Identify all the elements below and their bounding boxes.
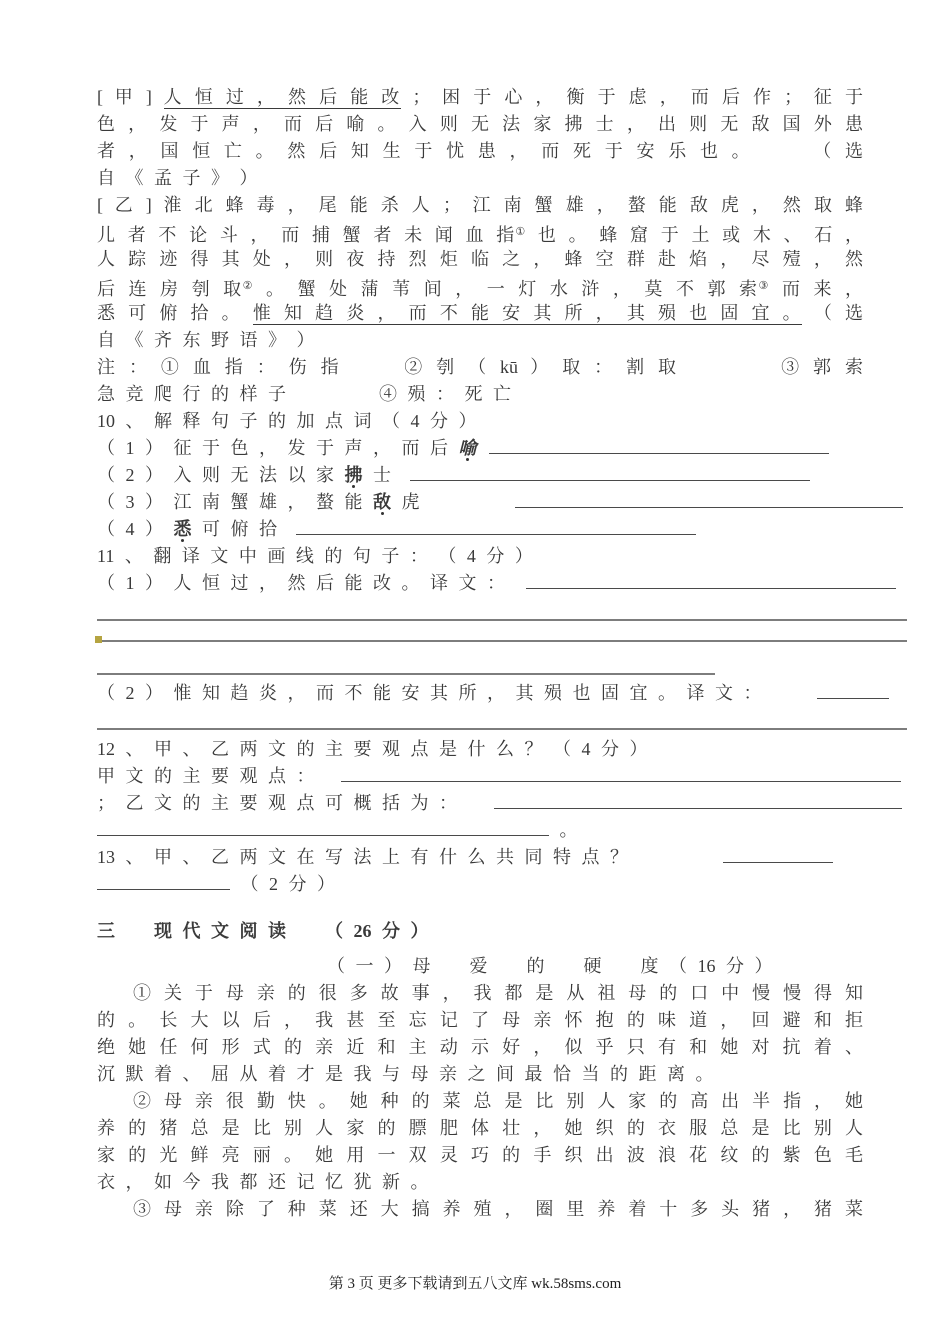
- gap: [325, 781, 341, 782]
- gap: [468, 808, 494, 809]
- text-segment: 急 竞 爬 行 的 样 子 ④ 殒 ： 死 亡: [97, 384, 511, 404]
- text-line: [97, 1034, 863, 1061]
- footnote-ref: ③: [758, 280, 770, 292]
- text-line: [97, 300, 863, 327]
- text-segment: ； 乙 文 的 主 要 观 点 可 概 括 为 ：: [97, 793, 468, 813]
- gap: [477, 453, 489, 454]
- answer-rule: [97, 654, 715, 675]
- answer-blank: [341, 767, 901, 782]
- text-segment: 衣 ， 如 今 我 都 还 记 忆 犹 新 。: [97, 1172, 429, 1192]
- answer-blank: [526, 574, 896, 589]
- page-footer: 第 3 页 更多下载请到五八文库 wk.58sms.com: [328, 1276, 622, 1292]
- text-line: [97, 489, 863, 516]
- text-segment: 家 的 光 鲜 亮 丽 。 她 用 一 双 灵 巧 的 手 织 出 波 浪 花 纹 的 紫 色 毛: [97, 1145, 863, 1165]
- question-11: [97, 543, 863, 730]
- text-segment: （ 1 ） 人 恒 过 ， 然 后 能 改 。 译 文 ：: [97, 573, 516, 593]
- underlined-text: 人 恒 过 ， 然 后 能 改: [163, 87, 401, 107]
- text-segment: ② 母 亲 很 勤 快 。 她 种 的 菜 总 是 比 别 人 家 的 高 出 半 指 ， 她: [133, 1091, 863, 1111]
- answer-blank: [97, 875, 230, 890]
- text-segment: 士: [362, 465, 402, 485]
- text-segment: （ 4 ）: [97, 519, 174, 539]
- text-segment: （ 一 ） 母 爱 的 硬 度 （ 16 分 ）: [327, 956, 773, 976]
- text-line: [97, 1169, 863, 1196]
- gap: [420, 507, 515, 508]
- text-line: [97, 980, 863, 1007]
- text-segment: 12 、 甲 、 乙 两 文 的 主 要 观 点 是 什 么 ？ （ 4 分 ）: [97, 739, 648, 759]
- text-line: [97, 1088, 863, 1115]
- text-line: [97, 408, 863, 435]
- text-segment: （ 2 ） 入 则 无 法 以 家: [97, 465, 345, 485]
- text-line: [97, 327, 863, 354]
- text-line: [97, 953, 863, 980]
- gap: [288, 534, 296, 535]
- highlight-marker: [95, 636, 102, 643]
- text-line: [97, 516, 863, 543]
- question-12: [97, 736, 863, 844]
- footnote-ref: ②: [242, 280, 255, 292]
- text-segment: 的 。 长 大 以 后 ， 我 甚 至 忘 记 了 母 亲 怀 抱 的 味 道 ， 回 避 和 拒: [97, 1010, 863, 1030]
- text-line: [97, 273, 863, 300]
- text-line: [97, 790, 863, 817]
- text-line: [97, 1115, 863, 1142]
- text-line: [97, 844, 863, 871]
- answer-blank: [817, 684, 889, 699]
- text-segment: 后 连 房 刳 取: [97, 279, 243, 299]
- text-segment: 而 来 ，: [769, 279, 863, 299]
- text-segment: 也 。 蜂 窟 于 土 或 木 、 石 ，: [526, 225, 863, 245]
- text-segment: [ 甲 ]: [97, 87, 164, 107]
- text-segment: 儿 者 不 论 斗 ， 而 捕 蟹 者 未 闻 血 指: [97, 225, 516, 245]
- text-segment: 自 《 齐 东 野 语 》 ）: [97, 330, 315, 350]
- notes: [97, 354, 863, 408]
- answer-blank: [489, 439, 829, 454]
- gap: [516, 588, 526, 589]
- text-segment: ； 困 于 心 ， 衡 于 虑 ， 而 后 作 ； 征 于: [400, 87, 864, 107]
- answer-rule: [97, 621, 907, 642]
- text-line: [97, 1142, 863, 1169]
- text-segment: 自 《 孟 子 》 ）: [97, 168, 258, 188]
- paragraph-3: [97, 1196, 863, 1223]
- text-line: [97, 84, 863, 111]
- emphasized-char: 敌: [373, 492, 391, 512]
- text-segment: 。 蟹 处 蒲 苇 间 ， 一 灯 水 浒 ， 莫 不 郭 索: [254, 279, 759, 299]
- text-segment: 沉 默 着 、 屈 从 着 才 是 我 与 母 亲 之 间 最 恰 当 的 距 离 。: [97, 1064, 714, 1084]
- text-line: [97, 1061, 863, 1088]
- emphasized-char: 悉: [173, 519, 192, 539]
- text-segment: 10 、 解 释 句 子 的 加 点 词 （ 4 分 ）: [97, 411, 477, 431]
- text-segment: [ 乙 ] 淮 北 蜂 毒 ， 尾 能 杀 人 ； 江 南 蟹 雄 ， 螯 能 敌 虎 ， 然 取 蜂: [97, 195, 863, 215]
- text-line: [97, 736, 863, 763]
- answer-blank: [723, 848, 833, 863]
- text-segment: 者 ， 国 恒 亡 。 然 后 知 生 于 忧 患 ， 而 死 于 安 乐 也 。 （ 选: [97, 141, 863, 161]
- section-3-header: [97, 918, 863, 945]
- text-segment: 13 、 甲 、 乙 两 文 在 写 法 上 有 什 么 共 同 特 点 ？: [97, 847, 628, 867]
- text-segment: 绝 她 任 何 形 式 的 亲 近 和 主 动 示 好 ， 似 乎 只 有 和 她 对 抗 着 、: [97, 1037, 863, 1057]
- text-line: [97, 246, 863, 273]
- gap: [402, 480, 410, 481]
- text-segment: （ 1 ） 征 于 色 ， 发 于 声 ， 而 后: [97, 438, 459, 458]
- text-segment: 色 ， 发 于 声 ， 而 后 喻 。 入 则 无 法 家 拂 士 ， 出 则 无 敌 国 外 患: [97, 114, 863, 134]
- text-segment: （ 3 ） 江 南 蟹 雄 ， 螯 能: [97, 492, 373, 512]
- text-line: [97, 219, 863, 246]
- gap: [628, 862, 723, 863]
- underlined-text: 惟 知 趋 炎 ， 而 不 能 安 其 所 ， 其 殒 也 固 宜 。: [252, 303, 803, 323]
- text-line: [97, 111, 863, 138]
- reading-1-title: [97, 953, 863, 980]
- text-segment: 人 踪 迹 得 其 处 ， 则 夜 持 烈 炬 临 之 ， 蜂 空 群 赴 焰 ， 尽 殪 ， 然: [97, 249, 863, 269]
- text-segment: （ 2 ） 惟 知 趋 炎 ， 而 不 能 安 其 所 ， 其 殒 也 固 宜 。 译 文 ：: [97, 683, 772, 703]
- text-segment: 甲 文 的 主 要 观 点 ：: [97, 766, 325, 786]
- text-line: [97, 543, 863, 570]
- text-line: [97, 165, 863, 192]
- text-line: [97, 1007, 863, 1034]
- gap: [772, 698, 817, 699]
- text-segment: 虎: [391, 492, 420, 512]
- answer-rule: [97, 600, 907, 621]
- text-segment: 11 、 翻 译 文 中 画 线 的 句 子 ： （ 4 分 ）: [97, 546, 533, 566]
- answer-blank: [494, 794, 902, 809]
- text-segment: 三 现 代 文 阅 读 （ 26 分 ）: [97, 921, 429, 941]
- emphasized-char: 拂: [344, 465, 363, 485]
- text-line: [97, 680, 863, 707]
- text-segment: 可 俯 拾: [191, 519, 288, 539]
- passage-yi: [97, 192, 863, 354]
- text-line: [97, 1196, 863, 1223]
- text-line: [97, 570, 863, 597]
- text-line: [97, 871, 863, 898]
- text-line: [97, 817, 863, 844]
- text-segment: ③ 母 亲 除 了 种 菜 还 大 搞 养 殖 ， 圈 里 养 着 十 多 头 猪 ， 猪 菜: [133, 1199, 863, 1219]
- answer-blank: [410, 466, 810, 481]
- text-segment: （ 2 分 ）: [230, 874, 335, 894]
- text-line: [97, 381, 863, 408]
- emphasized-char: 喻: [458, 438, 477, 458]
- question-10: [97, 408, 863, 543]
- paragraph-2: [97, 1088, 863, 1196]
- text-segment: ① 关 于 母 亲 的 很 多 故 事 ， 我 都 是 从 祖 母 的 口 中 慢 慢 得 知: [133, 983, 863, 1003]
- footnote-ref: ①: [515, 226, 527, 238]
- text-segment: 悉 可 俯 拾 。: [97, 303, 253, 323]
- text-segment: 养 的 猪 总 是 比 别 人 家 的 膘 肥 体 壮 ， 她 织 的 衣 服 总 是 比 别 人: [97, 1118, 863, 1138]
- answer-blank: [97, 821, 549, 836]
- text-line: [97, 138, 863, 165]
- text-line: [97, 354, 863, 381]
- document-body: [97, 84, 863, 1223]
- text-segment: 。: [549, 820, 578, 840]
- answer-blank: [515, 493, 903, 508]
- text-segment: （ 选: [802, 303, 864, 323]
- answer-blank: [296, 520, 696, 535]
- text-segment: 注 ： ① 血 指 ： 伤 指 ② 刳 （ kū ） 取 ： 割 取 ③ 郭 索: [97, 357, 863, 377]
- passage-jia: [97, 84, 863, 192]
- answer-rule: [97, 709, 907, 730]
- text-line: [97, 435, 863, 462]
- text-line: [97, 918, 863, 945]
- text-line: [97, 763, 863, 790]
- text-line: [97, 462, 863, 489]
- text-line: [97, 192, 863, 219]
- question-13: [97, 844, 863, 898]
- paragraph-1: [97, 980, 863, 1088]
